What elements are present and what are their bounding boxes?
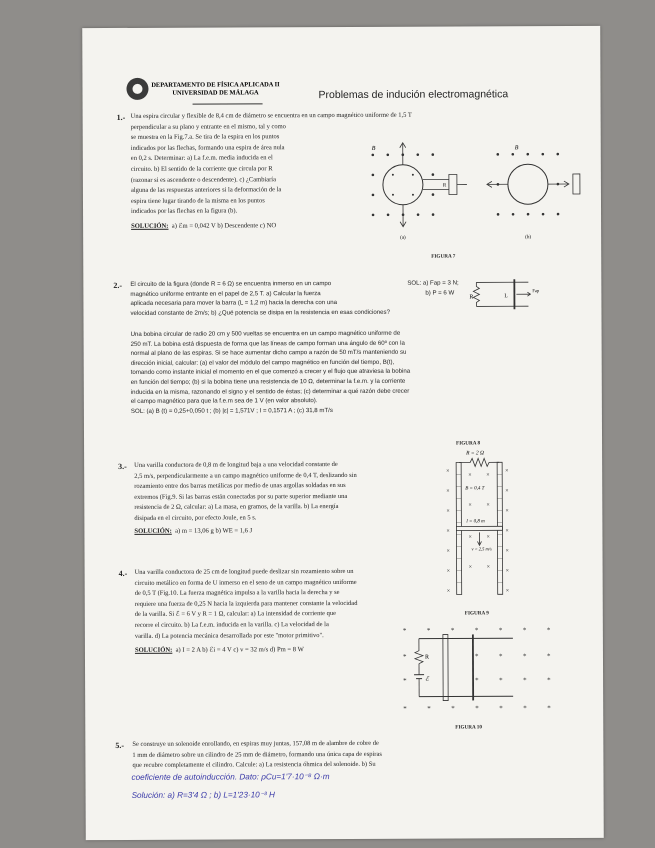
svg-text:R: R bbox=[442, 183, 447, 189]
problem-1-line: circuito. b) El sentido de la corriente que circula por R bbox=[130, 165, 273, 173]
svg-text:(b): (b) bbox=[525, 235, 532, 241]
svg-text:×: × bbox=[505, 468, 509, 475]
fig10-emf-label: ℰ bbox=[425, 676, 429, 683]
svg-text:×: × bbox=[446, 528, 450, 535]
problem-1-line: indicados por las flechas, formando una espira de área nula bbox=[130, 144, 285, 152]
svg-text:*: * bbox=[498, 626, 503, 635]
problem-3-solution bbox=[134, 527, 252, 535]
problem-coil-line: inducida en la misma, razonando el signo y el sentido de éstas; (c) determinar a qué razón debe crecer bbox=[130, 387, 410, 396]
svg-text:×: × bbox=[505, 568, 510, 575]
solution-text: a) I = 2 A b) ℰi = 4 V c) v = 32 m/s d) Pm = 8 W bbox=[175, 646, 304, 654]
svg-text:×: × bbox=[486, 534, 490, 541]
problem-3-line: resistencia de 2 Ω, calcular: a) La masa, en gramos, de la varilla. b) La energía bbox=[134, 503, 339, 512]
document-title: Problemas de indución electromagnética bbox=[318, 88, 509, 102]
problem-2-solution-a: SOL: a) Fap = 3 N; bbox=[407, 279, 459, 287]
problem-3-line: disipada en el circuito, por efecto Joule, en 5 s. bbox=[134, 514, 257, 522]
problem-5-line: Se construye un solenoide enrollando, en espiras muy juntas, 157,08 m de alambre de cobre de bbox=[132, 739, 379, 748]
figure-10-label: FIGURA 10 bbox=[455, 724, 482, 731]
solution-text: a) ℰm = 0,042 V b) Descendente c) NO bbox=[171, 222, 277, 230]
problem-3-line: 2,5 m/s, perpendicularmente a un campo magnético uniforme de 0,4 T, deslizando sin bbox=[134, 471, 357, 480]
problem-coil-line: en función del tiempo; (b) si la bobina tiene una resistencia de 10 Ω, determinar la f.e.m. y la corriente bbox=[130, 377, 406, 386]
problem-3-line: Una varilla conductora de 0,8 m de longitud baja a una velocidad constante de bbox=[134, 461, 338, 469]
svg-text:*: * bbox=[450, 626, 455, 635]
problem-coil-line: 250 mT. La bobina está dispuesta de forma que las líneas de campo forman una ángulo de 60º con la bbox=[130, 339, 405, 348]
svg-text:*: * bbox=[402, 652, 407, 661]
university-name: UNIVERSIDAD DE MÁLAGA bbox=[172, 89, 259, 97]
problem-3-line: rozamiento entre dos barras metálicas por medio de unas argollas soldadas en sus bbox=[134, 482, 346, 491]
problem-5-line: que recubre completamente el cilindro. Calcule: a) La resistencia óhmica del solenoide. b) Su bbox=[132, 761, 376, 770]
svg-text:×: × bbox=[486, 564, 490, 571]
problem-1-line: alguna de las respuestas anteriores si la deformación de la bbox=[130, 186, 282, 195]
svg-text:*: * bbox=[523, 676, 527, 685]
svg-text:×: × bbox=[468, 534, 472, 541]
svg-text:*: * bbox=[522, 626, 527, 635]
problem-coil-line: el campo magnético para que la f.e.m sea de 1 V (en valor absoluto). bbox=[130, 397, 318, 406]
svg-text:*: * bbox=[499, 676, 503, 685]
problem-4-solution bbox=[135, 645, 304, 654]
svg-text:*: * bbox=[547, 676, 551, 685]
svg-text:×: × bbox=[505, 508, 509, 515]
svg-text:*: * bbox=[426, 626, 431, 635]
problem-4-line: de 0,5 T (Fig.10. La fuerza magnética impulsa a la varilla hacia la derecha y se bbox=[134, 589, 340, 598]
figure-8-label: FIGURA 8 bbox=[456, 440, 481, 447]
problem-1-number: 1.- bbox=[116, 112, 126, 122]
svg-text:B: B bbox=[514, 145, 519, 152]
svg-text:×: × bbox=[446, 568, 451, 575]
problem-4-line: Una varilla conductora de 25 cm de longitud puede deslizar sin rozamiento sobre un bbox=[134, 567, 354, 576]
problem-2-line: velocidad constante de 2m/s; b) ¿Qué potencia se disipa en la resistencia en esas condiciones? bbox=[130, 308, 390, 317]
svg-text:*: * bbox=[522, 652, 527, 661]
problem-5-number: 5.- bbox=[115, 740, 125, 750]
svg-text:×: × bbox=[468, 472, 472, 479]
header-divider bbox=[193, 103, 263, 104]
problem-1-line: espira tiene lugar tirando de la misma en los puntos bbox=[130, 197, 265, 205]
problem-coil-text bbox=[131, 328, 561, 416]
problem-1-text bbox=[131, 122, 361, 218]
problem-1-line: se muestra en la Fig.7.a. Se tira de la espira en los puntos bbox=[130, 133, 280, 142]
problem-1-line: en 0,2 s. Determinar: a) La f.e.m. media inducida en el bbox=[130, 154, 273, 163]
problem-4-line: requiere una fuerza de 0,25 N hacia la izquierda para mantener constante la velocidad bbox=[134, 599, 358, 608]
svg-text:*: * bbox=[498, 652, 503, 661]
svg-text:*: * bbox=[403, 704, 407, 713]
problem-3-text bbox=[134, 460, 434, 525]
problem-4-line: circuito metálico en forma de U inmerso en el seno de un campo magnético uniforme bbox=[134, 578, 357, 587]
problem-coil-line: normal al plano de las espiras. Si se hace aumentar dicho campo a razón de 50 mT/s manteniendo su bbox=[130, 348, 407, 358]
svg-text:×: × bbox=[505, 528, 509, 535]
solution-label: SOLUCIÓN: bbox=[131, 222, 169, 230]
problem-2-line: El circuito de la figura (donde R = 6 Ω) se encuentra inmerso en un campo bbox=[130, 280, 332, 288]
fig9-resistor-label: R = 2 Ω bbox=[466, 450, 485, 457]
solution-text: a) m = 13,06 g b) WE = 1,6 J bbox=[175, 527, 253, 535]
handwritten-note-2: Solución: a) R=3'4 Ω ; b) L=1'23·10⁻³ H bbox=[131, 790, 275, 800]
svg-text:×: × bbox=[486, 472, 490, 479]
problem-1-line: perpendicular a su plano y entrante en el mismo, tal y como bbox=[130, 122, 286, 131]
svg-text:(a): (a) bbox=[400, 235, 406, 241]
svg-text:*: * bbox=[475, 704, 479, 713]
svg-text:×: × bbox=[446, 508, 450, 515]
problem-coil-solution: SOL: (a) B (t) = 0,25+0,050 t ; (b) |ε| = 1,571V ; I = 0,1571 A ; (c) 31,8 mT/s bbox=[130, 406, 333, 415]
svg-text:*: * bbox=[523, 704, 527, 713]
handwritten-note-1: coeficiente de autoinducción. Dato: ρCu=1'7·10⁻⁸ Ω·m bbox=[131, 772, 330, 782]
applied-force-label: Fap bbox=[532, 288, 540, 294]
svg-text:*: * bbox=[403, 676, 407, 685]
svg-text:×: × bbox=[468, 502, 472, 509]
svg-text:*: * bbox=[402, 626, 407, 635]
figure-7-diagram bbox=[363, 139, 587, 250]
problem-1-line: (razonar si es ascendente o descendente). c) ¿Cambiaría bbox=[130, 175, 277, 184]
problem-5-text bbox=[132, 738, 572, 772]
problem-2-line: magnético uniforme entrante en el papel de 2,5 T. a) Calcular la fuerza bbox=[130, 289, 321, 298]
department-name: DEPARTAMENTO DE FÍSICA APLICADA II bbox=[151, 81, 280, 89]
problem-coil-line: dirección inicial, calcular: (a) el valor del módulo del campo magnético en función del tiempo, B(t), bbox=[130, 358, 395, 367]
problem-4-line: varilla. d) La potencia mecánica desarrollada por este "motor primitivo". bbox=[134, 631, 324, 640]
figure-9-diagram bbox=[442, 446, 523, 598]
problem-1-line-1: Una espira circular y flexible de 8,4 cm de diámetro se encuentra en un campo magnético uniforme de 1,5 T bbox=[130, 111, 412, 120]
svg-text:×: × bbox=[505, 488, 509, 495]
problem-coil-line: Una bobina circular de radio 20 cm y 500 vueltas se encuentra en un campo magnético uniforme de bbox=[130, 329, 401, 338]
circuit-r-label: R bbox=[469, 294, 474, 301]
svg-text:×: × bbox=[446, 548, 450, 555]
svg-text:*: * bbox=[474, 626, 479, 635]
problem-1-solution bbox=[131, 221, 276, 230]
problem-4-text bbox=[135, 567, 443, 642]
svg-text:*: * bbox=[451, 704, 455, 713]
problem-4-line: de la varilla. Si ℰ = 6 V y R = 1 Ω, calcular: a) La intensidad de corriente que bbox=[134, 610, 337, 619]
problem-4-number: 4.- bbox=[118, 568, 128, 578]
svg-text:*: * bbox=[474, 652, 479, 661]
problem-2-solution-b: b) P = 6 W bbox=[425, 289, 455, 297]
svg-text:×: × bbox=[486, 502, 490, 509]
svg-text:×: × bbox=[505, 588, 510, 595]
department-header bbox=[150, 81, 280, 98]
solution-label: SOLUCIÓN: bbox=[134, 646, 173, 654]
fig9-field-label: B = 0,4 T bbox=[465, 486, 485, 492]
problem-3-line: extremos (Fig.9. Si las barras están conectadas por su parte superior mediante una bbox=[134, 492, 348, 501]
svg-text:*: * bbox=[546, 652, 551, 661]
svg-text:×: × bbox=[505, 548, 509, 555]
problem-2-number: 2.- bbox=[113, 280, 123, 291]
problem-5-line: 1 mm de diámetro sobre un cilindro de 25 mm de diámetro, formando una única capa de espiras bbox=[132, 750, 382, 759]
fig10-resistor-label: R bbox=[424, 654, 430, 661]
figure-7-label: FIGURA 7 bbox=[431, 253, 456, 260]
fig9-velocity-label: v = 2,5 m/s bbox=[471, 546, 492, 552]
svg-text:×: × bbox=[468, 564, 472, 571]
university-logo-icon bbox=[126, 78, 148, 100]
svg-text:B: B bbox=[371, 145, 376, 152]
svg-text:*: * bbox=[427, 704, 431, 713]
svg-text:*: * bbox=[499, 704, 503, 713]
figure-10-diagram bbox=[403, 622, 568, 719]
problem-2-line: aplicada necesaria para mover la barra (L = 1,2 m) hacia la derecha con una bbox=[130, 299, 338, 308]
svg-text:*: * bbox=[546, 626, 551, 635]
rod-length-label: L bbox=[504, 293, 508, 300]
figure-circuit-rod bbox=[468, 276, 578, 312]
svg-text:×: × bbox=[446, 488, 450, 495]
document-page bbox=[82, 26, 604, 840]
svg-text:*: * bbox=[547, 704, 551, 713]
problem-coil-line: tomando como instante inicial el momento en el que comenzó a crecer y el flujo que atraviesa la bobina bbox=[130, 368, 411, 377]
svg-text:×: × bbox=[446, 468, 450, 475]
problem-1-line: indicados por las flechas en la figura (b). bbox=[131, 207, 238, 216]
figure-9-label: FIGURA 9 bbox=[464, 610, 489, 617]
svg-text:*: * bbox=[475, 676, 479, 685]
problem-4-line: recorre el circuito. b) La f.e.m. inducida en la varilla. c) La velocidad de la bbox=[134, 621, 329, 629]
problem-3-number: 3.- bbox=[118, 461, 127, 471]
svg-text:×: × bbox=[446, 588, 451, 595]
fig9-rod-length-label: l = 0,8 m bbox=[466, 519, 485, 525]
solution-label: SOLUCIÓN: bbox=[134, 527, 172, 535]
